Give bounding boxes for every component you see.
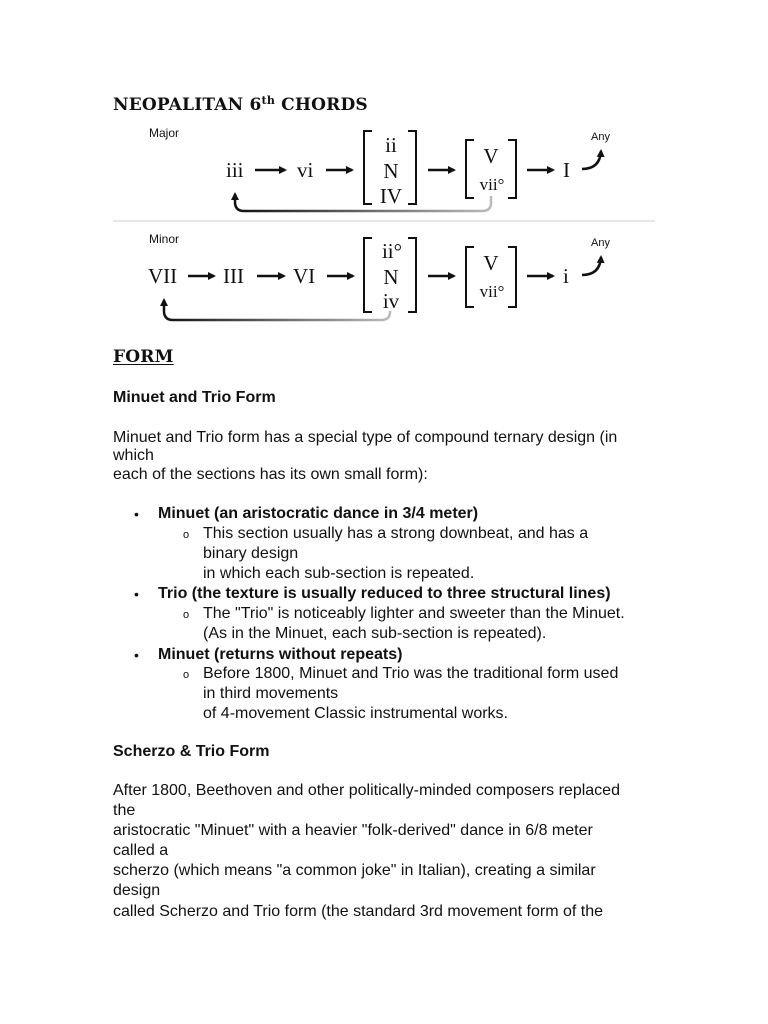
sub-item-line: in which each sub-section is repeated. bbox=[203, 565, 475, 582]
minor-dominant-v: V bbox=[483, 251, 499, 275]
sub-item-line: of 4-movement Classic instrumental works. bbox=[203, 705, 508, 722]
major-label: Major bbox=[149, 126, 180, 140]
right-bracket bbox=[508, 247, 516, 307]
right-bracket bbox=[408, 238, 416, 312]
right-bracket bbox=[508, 140, 516, 198]
right-bracket bbox=[408, 131, 416, 204]
sub-item-line: in third movements bbox=[203, 685, 339, 702]
sub-item-line: Before 1800, Minuet and Trio was the traditional form used bbox=[203, 665, 619, 682]
minor-any-label: Any bbox=[591, 237, 610, 249]
major-dominant-vii: vii° bbox=[479, 175, 505, 194]
minor-label: Minor bbox=[149, 232, 180, 246]
left-bracket bbox=[466, 140, 474, 198]
major-predominant-n: N bbox=[383, 159, 399, 183]
major-predominant-ii: ii bbox=[385, 133, 397, 157]
scherzo-line: scherzo (which means "a common joke" in Italian), creating a similar bbox=[113, 862, 596, 879]
scherzo-line: After 1800, Beethoven and other politically-minded composers replaced bbox=[113, 782, 620, 799]
major-chord-vi: vi bbox=[297, 158, 314, 182]
major-chord-iii: iii bbox=[226, 158, 244, 182]
left-bracket bbox=[364, 238, 372, 312]
sub-item-line: The "Trio" is noticeably lighter and sweeter than the Minuet. bbox=[203, 605, 625, 622]
sub-bullet-icon: o bbox=[183, 529, 190, 541]
sub-bullet-icon: o bbox=[183, 669, 190, 681]
left-bracket bbox=[466, 247, 474, 307]
minor-chord-iii: III bbox=[223, 264, 244, 288]
scherzo-line: aristocratic "Minuet" with a heavier "folk-derived" dance in 6/8 meter bbox=[113, 822, 593, 839]
heading-main-text: NEOPALITAN 6 bbox=[113, 95, 262, 115]
sub-item-line: (As in the Minuet, each sub-section is repeated). bbox=[203, 625, 547, 642]
scherzo-line: called Scherzo and Trio form (the standard 3rd movement form of the bbox=[113, 903, 604, 920]
minuet-trio-heading: Minuet and Trio Form bbox=[113, 389, 276, 406]
major-dominant-v: V bbox=[483, 144, 499, 168]
bullet-icon: • bbox=[134, 586, 139, 602]
list-item-title: Minuet (returns without repeats) bbox=[158, 646, 403, 663]
minor-chord-vi: VI bbox=[293, 264, 316, 288]
heading-end-text: CHORDS bbox=[275, 95, 368, 115]
sub-bullet-icon: o bbox=[183, 609, 190, 621]
chord-progression-diagram bbox=[0, 0, 768, 340]
major-any-label: Any bbox=[591, 131, 610, 143]
form-heading: FORM bbox=[113, 347, 174, 367]
scherzo-line: design bbox=[113, 882, 161, 899]
minor-predominant-iv: iv bbox=[382, 289, 400, 313]
major-predominant-iv: IV bbox=[379, 184, 403, 208]
sub-item-line: binary design bbox=[203, 545, 299, 562]
list-item-title: Trio (the texture is usually reduced to three structural lines) bbox=[158, 585, 611, 602]
left-bracket bbox=[364, 131, 372, 204]
minor-tonic: i bbox=[563, 264, 569, 288]
bullet-icon: • bbox=[134, 506, 139, 522]
major-tonic: I bbox=[563, 158, 570, 182]
curved-arrow-icon bbox=[582, 151, 601, 169]
minor-predominant-n: N bbox=[383, 265, 399, 289]
minor-dominant-vii: vii° bbox=[479, 282, 505, 301]
minor-predominant-ii: ii° bbox=[381, 239, 403, 263]
scherzo-line: called a bbox=[113, 842, 169, 859]
scherzo-line: the bbox=[113, 802, 136, 819]
curved-arrow-icon bbox=[582, 257, 601, 275]
list-item-title: Minuet (an aristocratic dance in 3/4 meter) bbox=[158, 505, 479, 522]
heading-superscript: th bbox=[261, 94, 276, 107]
scherzo-trio-heading: Scherzo & Trio Form bbox=[113, 743, 270, 760]
bullet-icon: • bbox=[134, 647, 139, 663]
intro-line: each of the sections has its own small form): bbox=[113, 466, 428, 483]
return-arrow-icon bbox=[164, 300, 390, 320]
intro-line: Minuet and Trio form has a special type of compound ternary design (in bbox=[113, 429, 618, 446]
minor-chord-vii: VII bbox=[148, 264, 178, 288]
sub-item-line: This section usually has a strong downbeat, and has a bbox=[203, 525, 589, 542]
intro-line: which bbox=[113, 447, 154, 464]
